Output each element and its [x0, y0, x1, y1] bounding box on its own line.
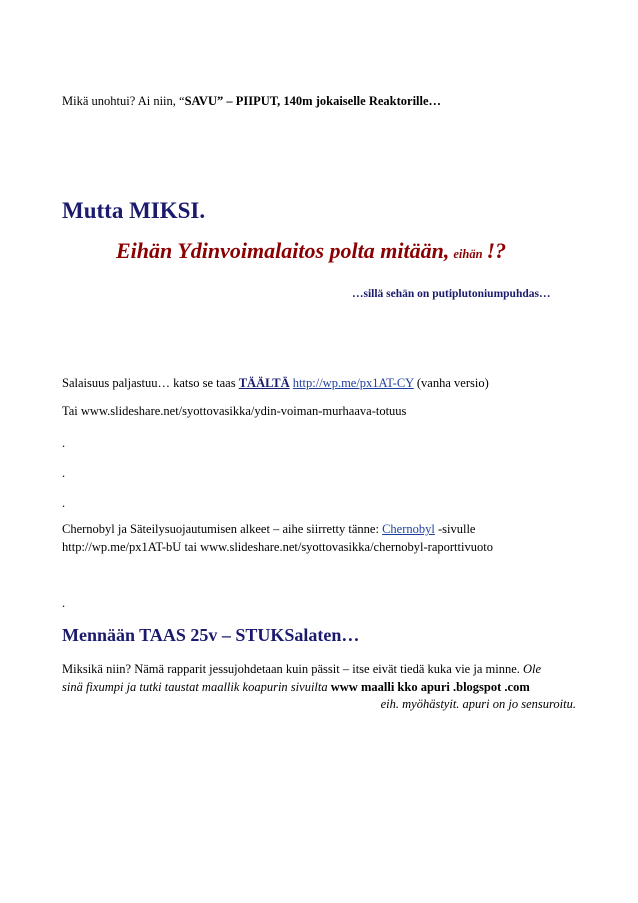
final-line3: eih. myöhästyit. apuri on jo sensuroitu.: [380, 697, 576, 711]
secret-line: [62, 376, 489, 391]
final-line1-text: Miksikä niin? Nämä rapparit jessujohdetaan kuin pässit – itse eivät tiedä kuka vie ja minne.: [62, 662, 520, 676]
final-line2: [62, 680, 530, 695]
wp-link-cy[interactable]: http://wp.me/px1AT-CY: [292, 376, 414, 390]
dot-separator: .: [62, 596, 66, 610]
subheading: [116, 238, 506, 264]
taalta-link[interactable]: TÄÄLTÄ: [238, 376, 290, 390]
secret-prefix: Salaisuus paljastuu… katso se taas: [62, 376, 236, 390]
heading-mutta-miksi: Mutta MIKSI.: [62, 198, 206, 223]
final-line2-italic: sinä fixumpi ja tutki taustat maallik koapurin sivuilta: [62, 680, 328, 694]
intro-line: [62, 94, 441, 109]
maallikkoapuri-url: www maalli kko apuri .blogspot .com: [330, 680, 530, 694]
subheading-small: eihän: [453, 247, 483, 261]
chernobyl-suffix: -sivulle: [437, 522, 476, 536]
dot-separator: .: [62, 496, 66, 510]
intro-prefix: Mikä unohtui? Ai niin, “: [62, 94, 185, 108]
heading-stuksalaten: Mennään TAAS 25v – STUKSalaten…: [62, 625, 360, 645]
final-line1: [62, 662, 541, 677]
slideshare-line: Tai www.slideshare.net/syottovasikka/ydin-voiman-murhaava-totuus: [62, 404, 407, 418]
secret-suffix: (vanha versio): [416, 376, 489, 390]
chernobyl-line1: [62, 522, 475, 537]
dot-separator: .: [62, 466, 66, 480]
subheading-main: Eihän Ydinvoimalaitos polta mitään,: [116, 238, 450, 263]
note-putiplutonium: …sillä sehän on putiplutoniumpuhdas…: [352, 288, 551, 300]
chernobyl-link[interactable]: Chernobyl: [382, 522, 435, 536]
chernobyl-prefix: Chernobyl ja Säteilysuojautumisen alkeet – aihe siirretty tänne:: [62, 522, 379, 536]
final-line1-italic: Ole: [523, 662, 542, 676]
intro-bold: SAVU” – PIIPUT, 140m jokaiselle Reaktorille…: [184, 94, 442, 108]
dot-separator: .: [62, 436, 66, 450]
subheading-end: !?: [486, 238, 507, 263]
chernobyl-line2: http://wp.me/px1AT-bU tai www.slideshare.net/syottovasikka/chernobyl-raporttivuoto: [62, 540, 493, 554]
